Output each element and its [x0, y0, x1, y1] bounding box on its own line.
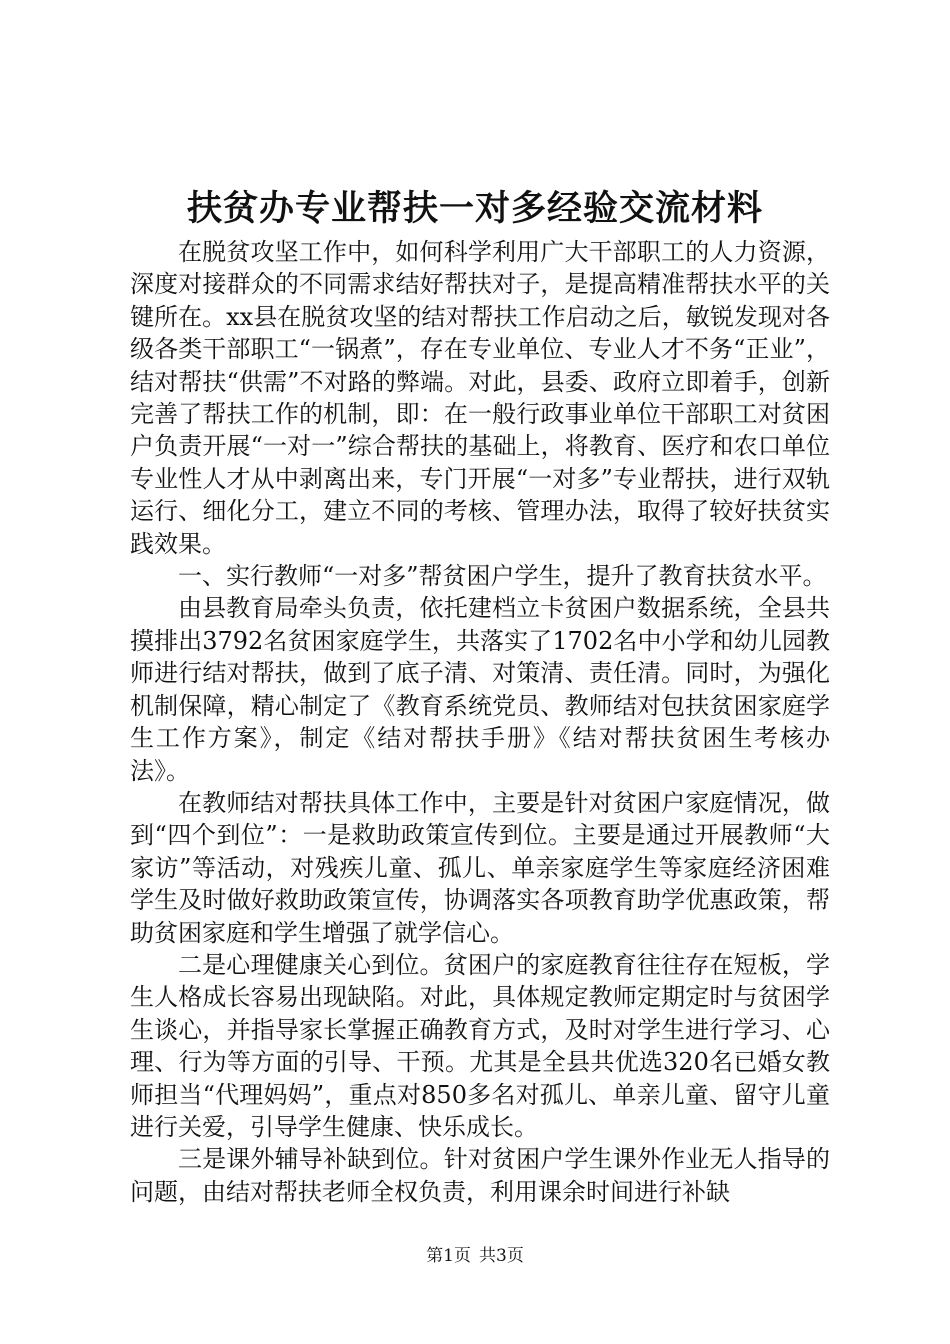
paragraph-tutoring: 三是课外辅导补缺到位。针对贫困户学生课外作业无人指导的问题，由结对帮扶老师全权负责，利用课余时间进行补缺	[130, 1145, 830, 1206]
paragraph-mental-health: 二是心理健康关心到位。贫困户的家庭教育往往存在短板，学生人格成长容易出现缺陷。对此，具体规定教师定期定时与贫困学生谈心，并指导家长掌握正确教育方式，及时对学生进行学习、心理、行为等方面的引导、干预。尤其是全县共优选320名已婚女教师担当“代理妈妈”，重点对850多名对孤儿、单亲儿童、留守儿童进行关爱，引导学生健康、快乐成长。	[130, 950, 830, 1141]
document-title: 扶贫办专业帮扶一对多经验交流材料	[186, 188, 763, 229]
page-total: 共3页	[479, 1246, 524, 1266]
paragraph-section-one-heading: 一、实行教师“一对多”帮贫困户学生，提升了教育扶贫水平。	[178, 562, 827, 591]
page-footer	[0, 1244, 950, 1268]
paragraph-education-bureau: 由县教育局牵头负责，依托建档立卡贫困户数据系统，全县共摸排出3792名贫困家庭学生，共落实了1702名中小学和幼儿园教师进行结对帮扶，做到了底子清、对策清、责任清。同时，为强化机制保障，精心制定了《教育系统党员、教师结对包扶贫困家庭学生工作方案》，制定《结对帮扶手册》《结对帮扶贫困生考核办法》。	[130, 594, 830, 785]
page-number: 第1页	[426, 1246, 471, 1266]
document-body	[130, 236, 830, 1208]
paragraph-intro: 在脱贫攻坚工作中，如何科学利用广大干部职工的人力资源，深度对接群众的不同需求结好帮扶对子，是提高精准帮扶水平的关键所在。xx县在脱贫攻坚的结对帮扶工作启动之后，敏锐发现对各级各类干部职工“一锅煮”，存在专业单位、专业人才不务“正业”，结对帮扶“供需”不对路的弊端。对此，县委、政府立即着手，创新完善了帮扶工作的机制，即：在一般行政事业单位干部职工对贫困户负责开展“一对一”综合帮扶的基础上，将教育、医疗和农口单位专业性人才从中剥离出来，专门开展“一对多”专业帮扶，进行双轨运行、细化分工，建立不同的考核、管理办法，取得了较好扶贫实践效果。	[130, 238, 830, 558]
paragraph-four-in-place: 在教师结对帮扶具体工作中，主要是针对贫困户家庭情况，做到“四个到位”：一是救助政策宣传到位。主要是通过开展教师“大家访”等活动，对残疾儿童、孤儿、单亲家庭学生等家庭经济困难学生及时做好救助政策宣传，协调落实各项教育助学优惠政策，帮助贫困家庭和学生增强了就学信心。	[130, 788, 830, 947]
